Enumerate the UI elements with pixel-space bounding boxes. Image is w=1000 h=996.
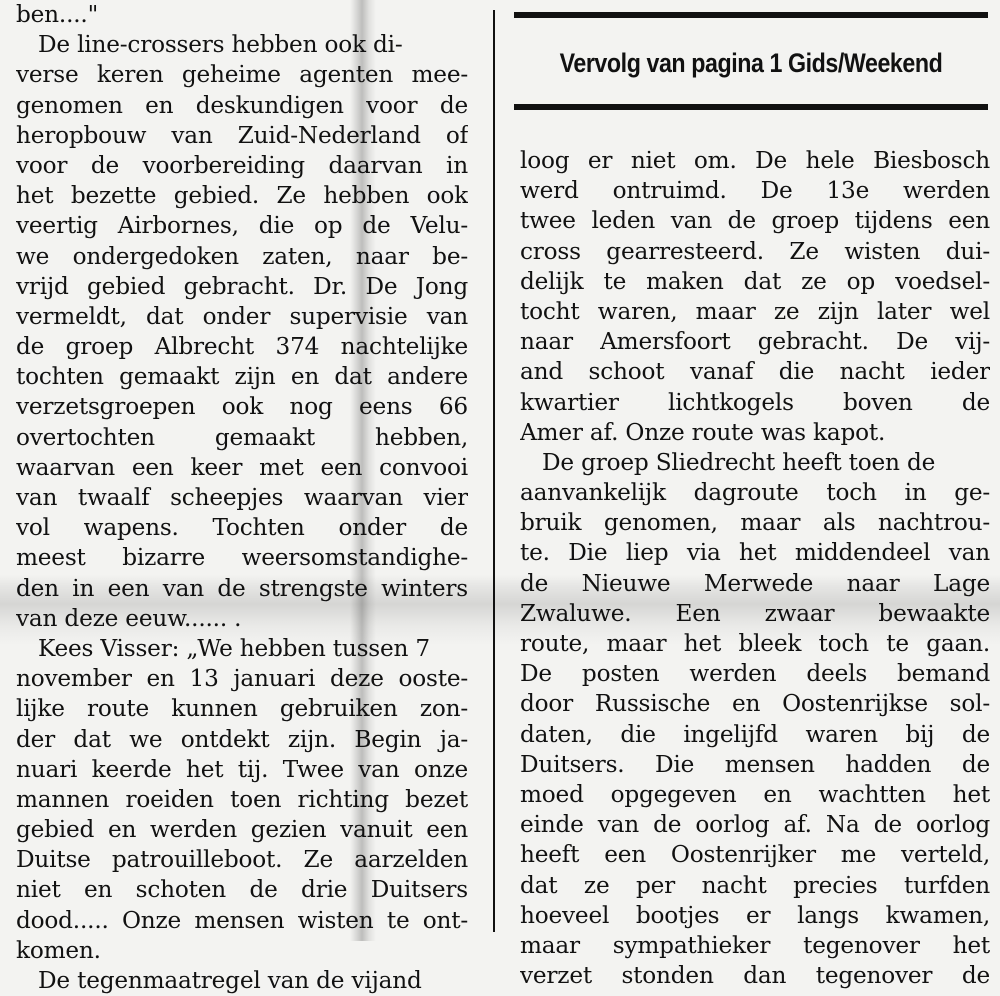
text-line: Duitse patrouilleboot. Ze aarzelden [16, 846, 468, 874]
text-line: we ondergedoken zaten, naar be- [16, 242, 468, 270]
text-line: bruik genomen, maar als nachtrou- [520, 509, 990, 537]
text-line: genomen en deskundigen voor de [16, 91, 468, 119]
text-line: dat ze per nacht precies turfden [520, 871, 990, 899]
text-line: november en 13 januari deze ooste- [16, 665, 468, 693]
text-line: voor de voorbereiding daarvan in [16, 151, 468, 179]
text-line: door Russische en Oostenrijkse sol- [520, 690, 990, 718]
text-line: cross gearresteerd. Ze wisten dui- [520, 237, 990, 265]
text-line: maar sympathieker tegenover het [520, 931, 990, 959]
header-top-rule [514, 12, 988, 18]
text-line: Amer af. Onze route was kapot. [520, 418, 886, 446]
text-line: aanvankelijk dagroute toch in ge- [520, 479, 990, 507]
text-line: tocht waren, maar ze zijn later wel [520, 297, 990, 325]
text-line: de groep Albrecht 374 nachtelijke [16, 333, 468, 361]
continuation-header [514, 12, 988, 112]
text-line: kwartier lichtkogels boven de [520, 388, 990, 416]
text-line: heeft een Oostenrijker me verteld, [520, 841, 990, 869]
text-line: gebied en werden gezien vanuit een [16, 816, 468, 844]
text-line: twee leden van de groep tijdens een [520, 207, 990, 235]
text-line: werd ontruimd. De 13e werden [520, 177, 990, 205]
text-line: De posten werden deels bemand [520, 660, 990, 688]
text-line: moed opgegeven en wachtten het [520, 780, 990, 808]
text-line: De groep Sliedrecht heeft toen de [542, 448, 936, 476]
text-line: einde van de oorlog af. Na de oorlog [520, 811, 990, 839]
text-line: vol wapens. Tochten onder de [16, 514, 468, 542]
text-line: dood..... Onze mensen wisten te ont- [16, 906, 468, 934]
text-line: te. Die liep via het middendeel van [520, 539, 990, 567]
header-bottom-rule [514, 104, 988, 110]
text-line: mannen roeiden toen richting bezet [16, 785, 468, 813]
text-line: verzetsgroepen ook nog eens 66 [16, 393, 468, 421]
text-line: lijke route kunnen gebruiken zon- [16, 695, 468, 723]
left-article-column [16, 0, 468, 996]
continuation-headline: Vervolg van pagina 1 Gids/Weekend [559, 48, 943, 78]
text-line: Kees Visser: „We hebben tussen 7 [38, 634, 430, 662]
column-divider-rule [493, 10, 495, 932]
text-line: hoeveel bootjes er langs kwamen, [520, 901, 990, 929]
text-line: heropbouw van Zuid-Nederland of [16, 121, 468, 149]
text-line: delijk te maken dat ze op voedsel- [520, 267, 990, 295]
text-line: waarvan een keer met een convooi [16, 453, 468, 481]
text-line: Zwaluwe. Een zwaar bewaakte [520, 599, 990, 627]
text-line: loog er niet om. De hele Biesbosch [520, 147, 990, 174]
text-line: nuari keerde het tij. Twee van onze [16, 755, 468, 783]
text-line: daten, die ingelijfd waren bij de [520, 720, 990, 748]
text-line: verse keren geheime agenten mee- [16, 61, 468, 89]
text-line: ben...." [16, 1, 99, 28]
text-line: der dat we ontdekt zijn. Begin ja- [16, 725, 468, 753]
text-line: de Nieuwe Merwede naar Lage [520, 569, 990, 597]
text-line: van deze eeuw...... . [16, 604, 242, 632]
text-line: Duitsers. Die mensen hadden de [520, 750, 990, 778]
text-line: route, maar het bleek toch te gaan. [520, 630, 990, 657]
text-line: niet en schoten de drie Duitsers [16, 876, 468, 904]
text-line: meest bizarre weersomstandighe- [16, 544, 468, 572]
text-line: veertig Airbornes, die op de Velu- [16, 212, 468, 240]
text-line: den in een van de strengste winters [16, 574, 468, 602]
right-article-column [520, 146, 990, 991]
text-line: van twaalf scheepjes waarvan vier [16, 484, 468, 511]
text-line: komen. [16, 936, 101, 964]
text-line: overtochten gemaakt hebben, [16, 423, 468, 451]
text-line: De tegenmaatregel van de vijand [38, 967, 422, 994]
text-line: and schoot vanaf die nacht ieder [520, 358, 990, 386]
text-line: vrijd gebied gebracht. Dr. De Jong [16, 272, 468, 300]
text-line: naar Amersfoort gebracht. De vij- [520, 328, 990, 356]
text-line: verzet stonden dan tegenover de [520, 962, 990, 990]
text-line: tochten gemaakt zijn en dat andere [16, 363, 468, 391]
text-line: De line-crossers hebben ook di- [38, 31, 403, 59]
text-line: het bezette gebied. Ze hebben ook [16, 182, 468, 210]
text-line: vermeldt, dat onder supervisie van [16, 302, 468, 330]
